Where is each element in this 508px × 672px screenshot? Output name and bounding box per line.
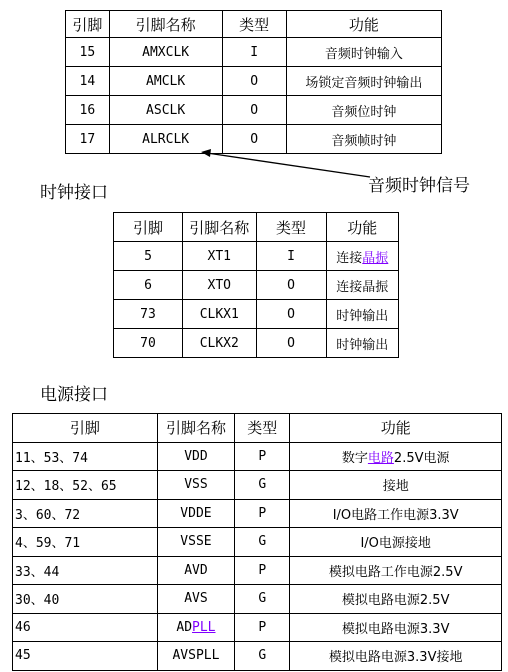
pin-cell: 17 [66, 125, 110, 154]
pin-name-cell: ALRCLK [109, 125, 222, 154]
type-cell: O [256, 271, 326, 300]
table-row [66, 67, 442, 96]
type-cell: P [235, 499, 290, 528]
function-cell: 时钟输出 [326, 329, 398, 358]
type-cell: P [235, 442, 290, 471]
type-cell: G [235, 642, 290, 671]
pin-cell: 12、18、52、65 [13, 471, 158, 500]
header-pin: 引脚 [114, 213, 183, 242]
type-cell: O [256, 329, 326, 358]
pin-cell: 14 [66, 67, 110, 96]
pin-cell: 15 [66, 38, 110, 67]
power-section-title: 电源接口 [40, 385, 108, 405]
type-cell: G [235, 585, 290, 614]
pin-name-cell: CLKX2 [182, 329, 256, 358]
pin-name-cell: AMCLK [109, 67, 222, 96]
pin-cell: 5 [114, 242, 183, 271]
header-type: 类型 [222, 11, 286, 38]
table-header-row [13, 414, 502, 443]
pin-name-cell: XT1 [182, 242, 256, 271]
function-cell: 模拟电路电源3.3V接地 [290, 642, 502, 671]
table-row [114, 242, 399, 271]
type-cell: P [235, 613, 290, 642]
table-header-row [114, 213, 399, 242]
pin-name-cell: VSSE [157, 528, 234, 557]
pin-cell: 4、59、71 [13, 528, 158, 557]
header-pin-name: 引脚名称 [109, 11, 222, 38]
header-function: 功能 [290, 414, 502, 443]
type-cell: P [235, 556, 290, 585]
pin-name-cell: AVS [157, 585, 234, 614]
pin-name-cell: AMXCLK [109, 38, 222, 67]
function-cell [326, 242, 398, 271]
function-cell: 连接晶振 [326, 271, 398, 300]
table-row [114, 271, 399, 300]
function-cell: 音频时钟输入 [286, 38, 441, 67]
type-cell: O [222, 96, 286, 125]
table-row [13, 556, 502, 585]
function-cell: I/O电路工作电源3.3V [290, 499, 502, 528]
header-pin: 引脚 [13, 414, 158, 443]
pin-name-cell: VSS [157, 471, 234, 500]
function-text: 连接 [336, 250, 363, 266]
function-cell: 模拟电路电源3.3V [290, 613, 502, 642]
type-cell: I [222, 38, 286, 67]
pin-cell: 45 [13, 642, 158, 671]
table-row [13, 613, 502, 642]
table-row [13, 528, 502, 557]
function-cell [290, 442, 502, 471]
table-row [114, 300, 399, 329]
type-cell: G [235, 471, 290, 500]
annotation-arrow [195, 145, 375, 185]
crystal-link[interactable]: 晶振 [362, 250, 389, 266]
pin-cell: 3、60、72 [13, 499, 158, 528]
type-cell: G [235, 528, 290, 557]
pin-cell: 46 [13, 613, 158, 642]
clock-table [113, 212, 399, 358]
header-function: 功能 [326, 213, 398, 242]
annotation-label: 音频时钟信号 [368, 176, 470, 196]
pin-name-cell: VDDE [157, 499, 234, 528]
header-pin-name: 引脚名称 [182, 213, 256, 242]
header-pin-name: 引脚名称 [157, 414, 234, 443]
table-row [13, 471, 502, 500]
pin-cell: 73 [114, 300, 183, 329]
type-cell: O [222, 67, 286, 96]
function-cell: 音频位时钟 [286, 96, 441, 125]
clock-section-title: 时钟接口 [40, 183, 108, 203]
circuit-link[interactable]: 电路 [367, 450, 394, 466]
type-cell: O [256, 300, 326, 329]
function-text: 2.5V电源 [393, 450, 450, 466]
pin-name-cell: XTO [182, 271, 256, 300]
pin-cell: 70 [114, 329, 183, 358]
pin-name-cell: VDD [157, 442, 234, 471]
pll-link[interactable]: PLL [192, 619, 216, 635]
table-row [66, 96, 442, 125]
table-row [66, 38, 442, 67]
pin-name-cell: AVSPLL [157, 642, 234, 671]
function-cell: 音频帧时钟 [286, 125, 441, 154]
function-cell: I/O电源接地 [290, 528, 502, 557]
table-row [13, 642, 502, 671]
pin-cell: 11、53、74 [13, 442, 158, 471]
type-cell: I [256, 242, 326, 271]
header-type: 类型 [235, 414, 290, 443]
function-cell: 模拟电路电源2.5V [290, 585, 502, 614]
table-row [13, 442, 502, 471]
function-cell: 场锁定音频时钟输出 [286, 67, 441, 96]
audio-clock-table [65, 10, 442, 154]
pin-name-cell: CLKX1 [182, 300, 256, 329]
pin-cell: 30、40 [13, 585, 158, 614]
pin-cell: 33、44 [13, 556, 158, 585]
function-cell: 时钟输出 [326, 300, 398, 329]
table-header-row [66, 11, 442, 38]
type-cell: O [222, 125, 286, 154]
header-type: 类型 [256, 213, 326, 242]
header-function: 功能 [286, 11, 441, 38]
table-row [13, 499, 502, 528]
pin-name-cell: AVD [157, 556, 234, 585]
function-cell: 接地 [290, 471, 502, 500]
pin-name-text: AD [176, 619, 193, 635]
table-row [114, 329, 399, 358]
pin-name-cell [157, 613, 234, 642]
pin-cell: 16 [66, 96, 110, 125]
pin-name-cell: ASCLK [109, 96, 222, 125]
function-cell: 模拟电路工作电源2.5V [290, 556, 502, 585]
power-table [12, 413, 502, 671]
table-row [13, 585, 502, 614]
header-pin: 引脚 [66, 11, 110, 38]
function-text: 数字 [341, 450, 368, 466]
pin-cell: 6 [114, 271, 183, 300]
